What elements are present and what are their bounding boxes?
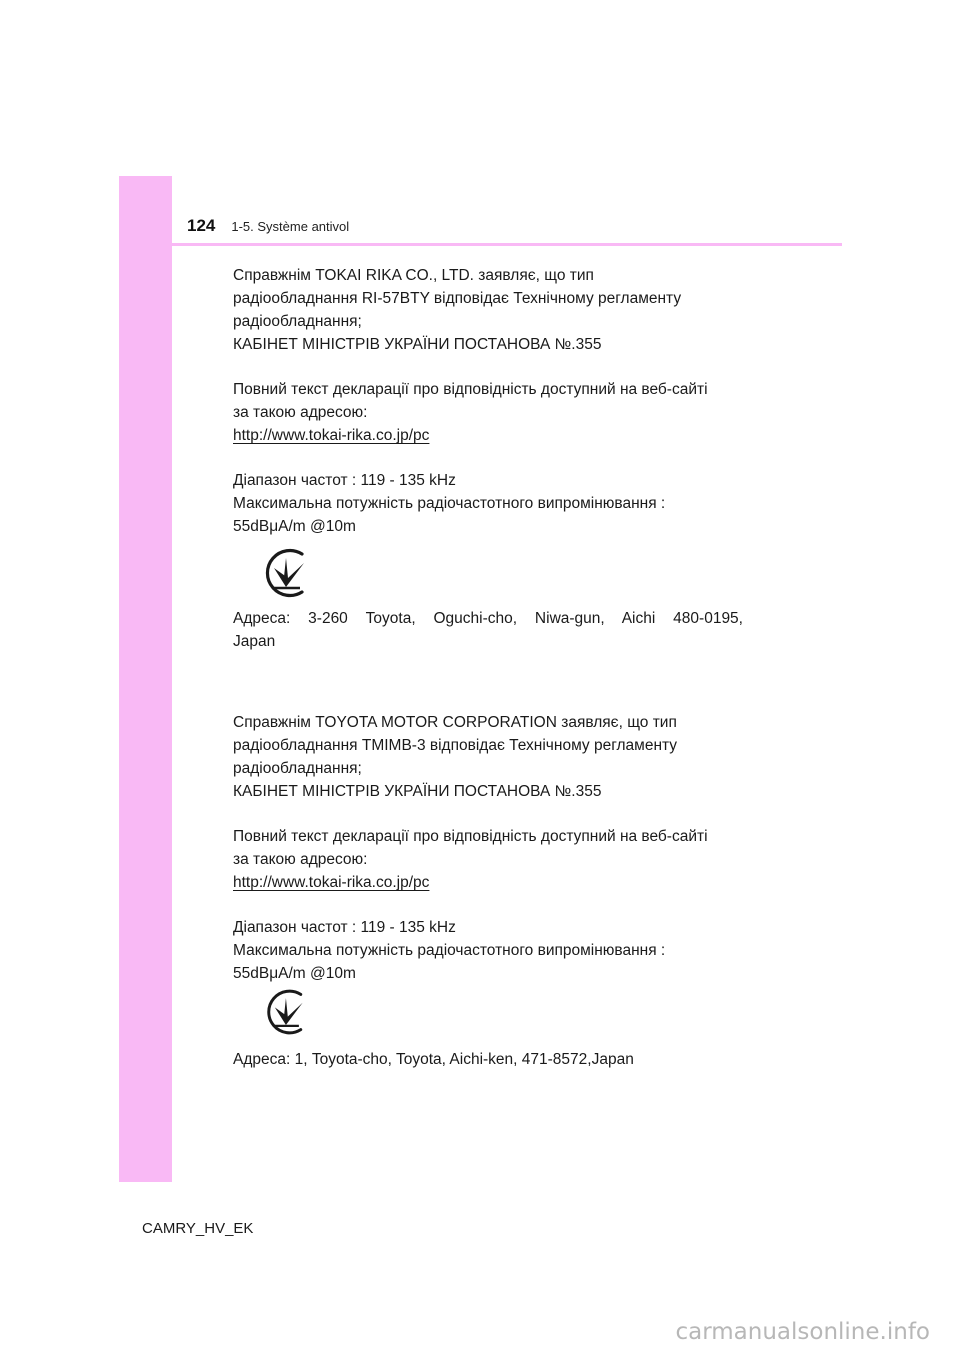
site-watermark: carmanualsonline.info — [675, 1319, 930, 1345]
declaration-block-toyota — [233, 711, 743, 1071]
address-line: Japan — [233, 633, 276, 650]
declaration-block-tokai-rika — [233, 264, 743, 653]
page-number: 124 — [187, 216, 216, 235]
declaration-line: КАБІНЕТ МІНІСТРІВ УКРАЇНИ ПОСТАНОВА №.355 — [233, 336, 602, 353]
ukrainian-conformity-mark-icon — [260, 987, 310, 1037]
declaration-line: радіообладнання RI-57BTY відповідає Технічному регламенту — [233, 290, 682, 307]
declaration-line: радіообладнання TMIMB-3 відповідає Технічному регламенту — [233, 737, 678, 754]
conformity-mark-container — [233, 538, 743, 607]
fulltext-line: Повний текст декларації про відповідність доступний на веб-сайті — [233, 828, 708, 845]
fulltext-line: за такою адресою: — [233, 851, 368, 868]
header-divider — [119, 243, 842, 246]
declaration-url-link[interactable]: http://www.tokai-rika.co.jp/pc — [233, 874, 430, 891]
fulltext-line: Повний текст декларації про відповідність доступний на веб-сайті — [233, 381, 708, 398]
spec-line: 55dBμA/m @10m — [233, 518, 356, 535]
declaration-line: радіообладнання; — [233, 313, 362, 330]
ukrainian-conformity-mark-icon — [258, 546, 312, 600]
spec-line: 55dBμA/m @10m — [233, 965, 356, 982]
section-title: 1-5. Système antivol — [231, 219, 350, 234]
section-tab-bar — [119, 176, 172, 1182]
page-header — [187, 216, 349, 240]
declaration-url-link[interactable]: http://www.tokai-rika.co.jp/pc — [233, 427, 430, 444]
declaration-line: радіообладнання; — [233, 760, 362, 777]
spec-line: Діапазон частот : 119 - 135 kHz — [233, 472, 456, 489]
address-line: Адреса: 3-260 Toyota, Oguchi-cho, Niwa-gun, Aichi 480-0195, — [233, 610, 743, 627]
page-content — [233, 264, 743, 1071]
spec-line: Діапазон частот : 119 - 135 kHz — [233, 919, 456, 936]
declaration-line: Справжнім TOKAI RIKA CO., LTD. заявляє, що тип — [233, 267, 594, 284]
fulltext-line: за такою адресою: — [233, 404, 368, 421]
declaration-line: КАБІНЕТ МІНІСТРІВ УКРАЇНИ ПОСТАНОВА №.355 — [233, 783, 602, 800]
declaration-line: Справжнім TOYOTA MOTOR CORPORATION заявляє, що тип — [233, 714, 677, 731]
conformity-mark-container — [233, 985, 743, 1048]
spec-line: Максимальна потужність радіочастотного випромінювання : — [233, 942, 666, 959]
document-code: CAMRY_HV_EK — [142, 1220, 254, 1237]
address-line: Адреса: 1, Toyota-cho, Toyota, Aichi-ken, 471-8572,Japan — [233, 1051, 634, 1068]
spec-line: Максимальна потужність радіочастотного випромінювання : — [233, 495, 666, 512]
